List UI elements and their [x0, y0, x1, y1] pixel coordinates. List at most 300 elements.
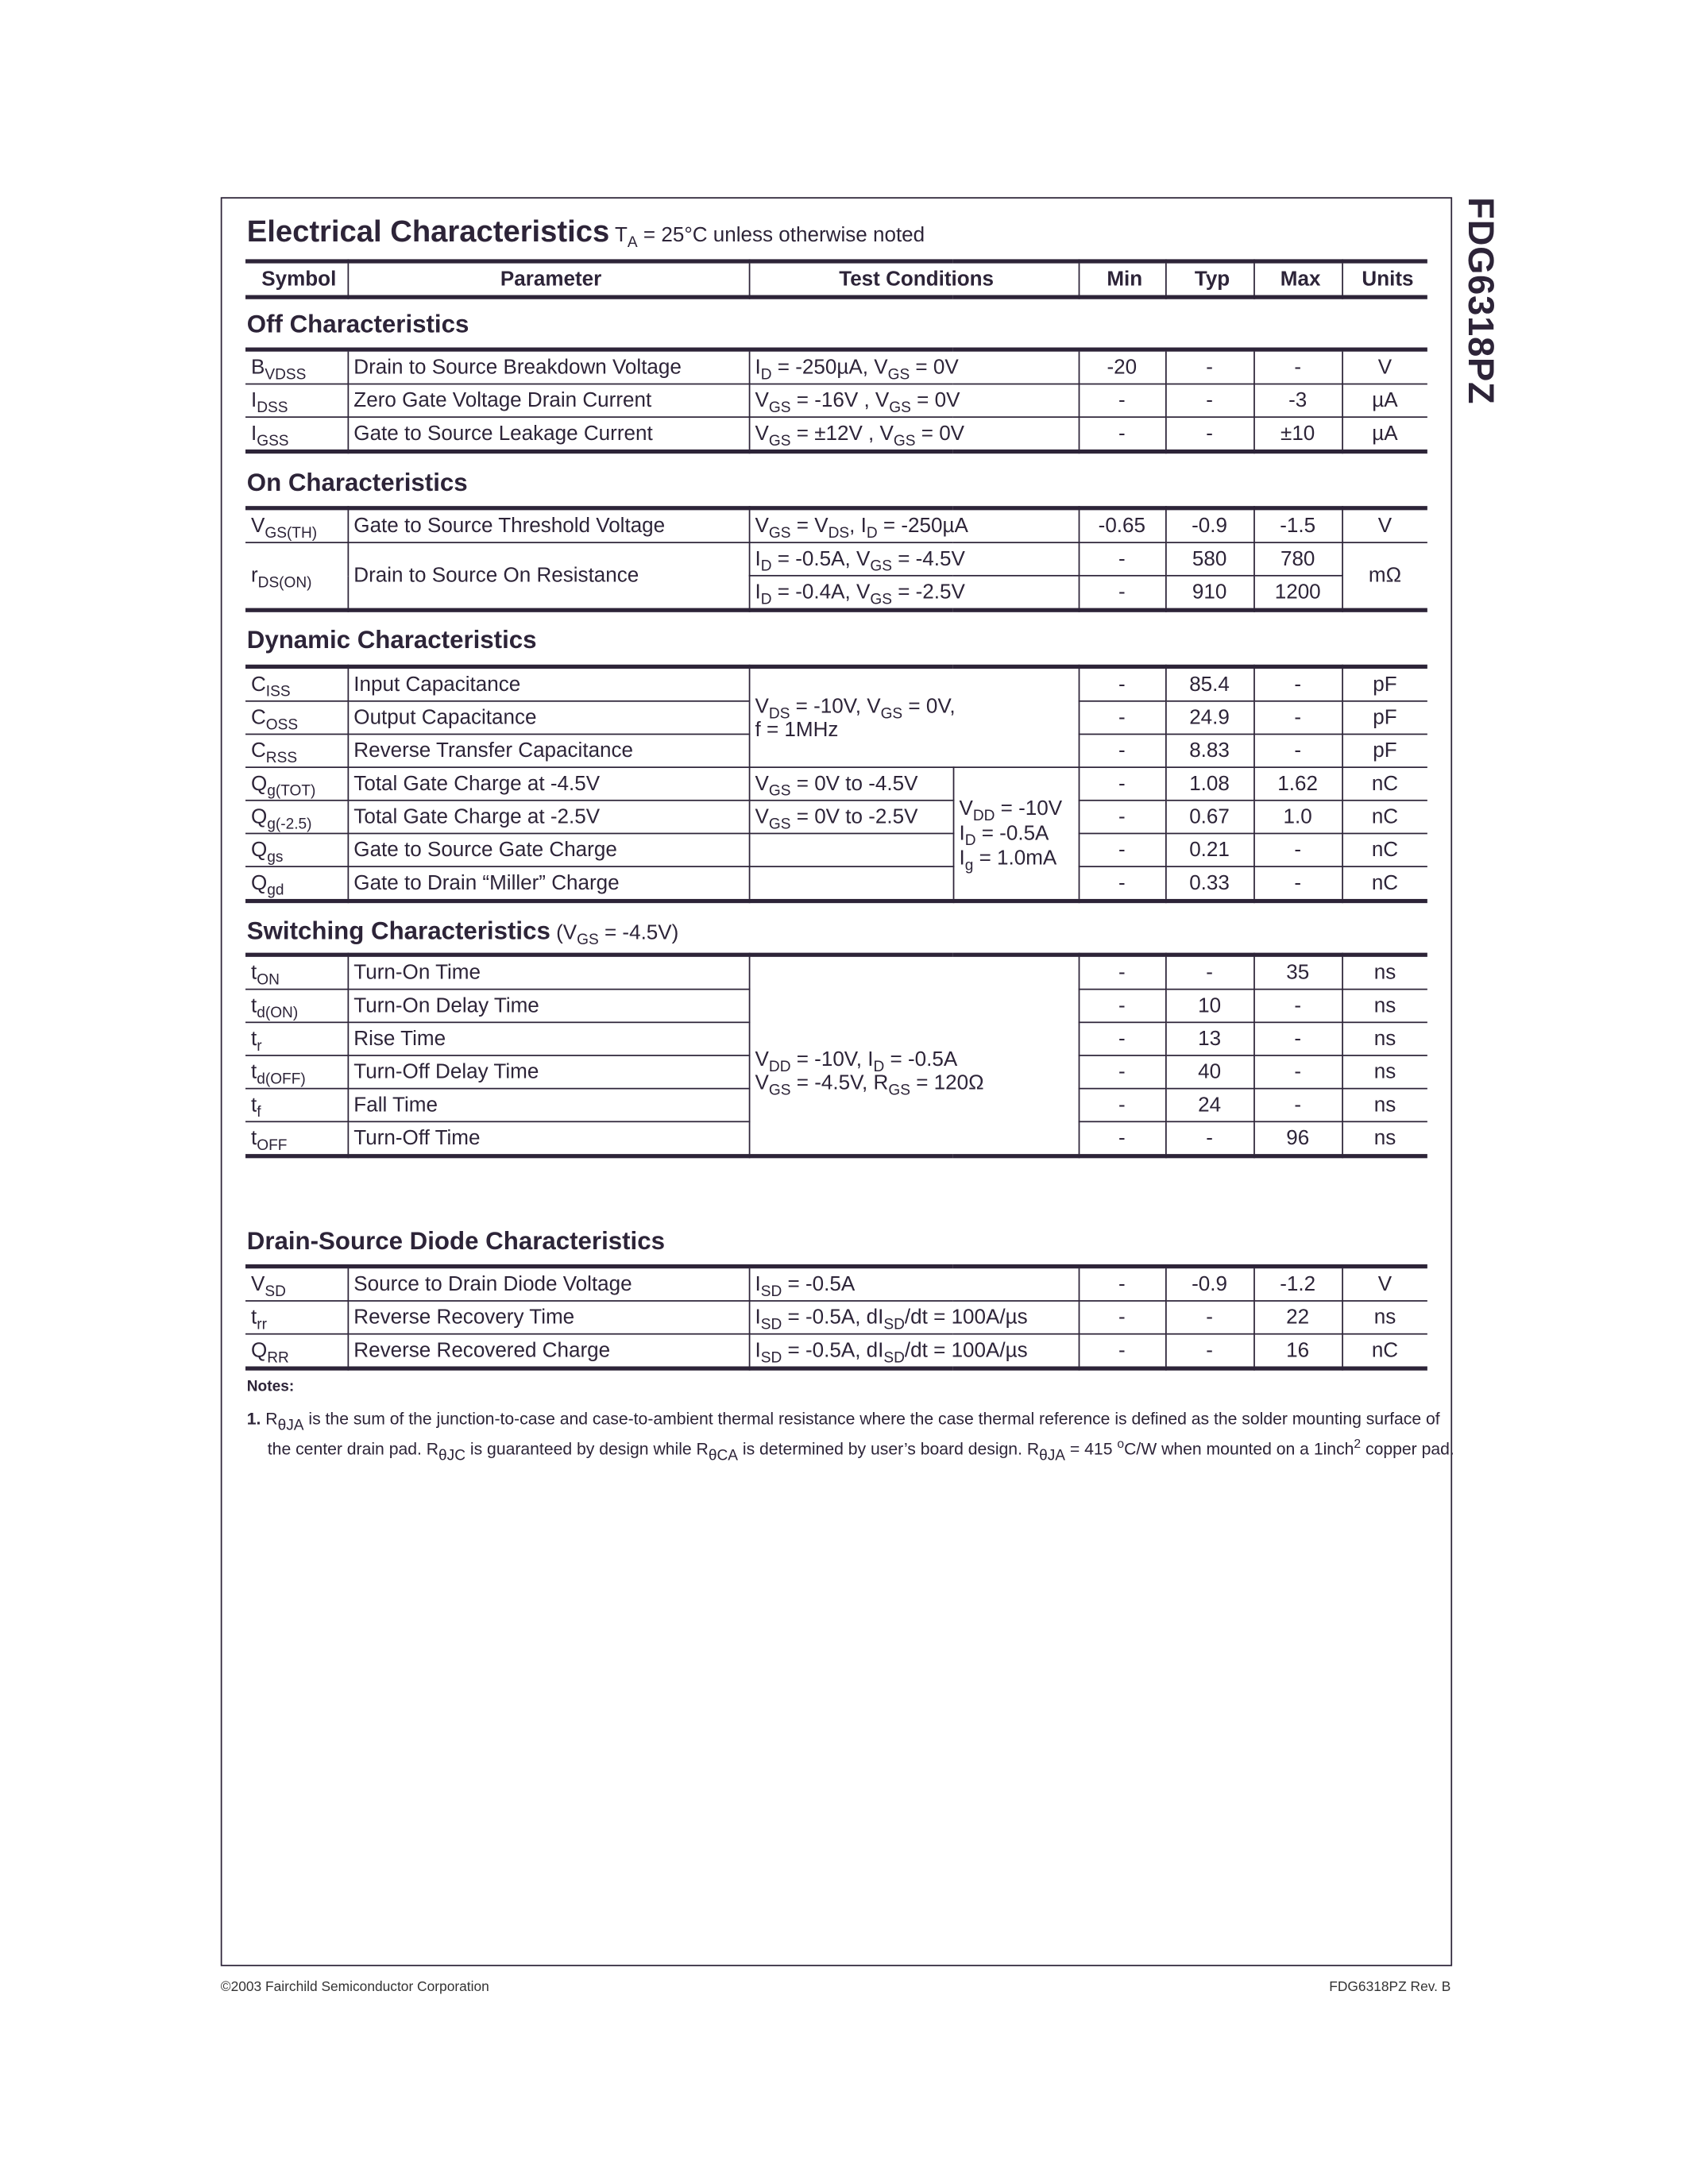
- text-run: = 0V: [910, 355, 959, 380]
- min-value: -: [1079, 734, 1165, 767]
- shared-test-condition: [749, 955, 1079, 1156]
- text-run: = -0.5A: [782, 1272, 856, 1296]
- subscript: GS: [768, 525, 791, 542]
- table-row: [245, 1267, 1427, 1301]
- typ-value: -: [1165, 349, 1253, 384]
- typ-value: 24.9: [1165, 701, 1253, 735]
- subscript: GS: [887, 366, 910, 384]
- parameter: Total Gate Charge at -2.5V: [347, 801, 748, 834]
- min-value: -: [1079, 417, 1165, 451]
- typ-value: 10: [1165, 990, 1253, 1023]
- title-condition: [609, 223, 925, 251]
- text-run: I: [755, 1338, 761, 1363]
- parameter: Turn-Off Time: [347, 1121, 748, 1156]
- section-heading-dynamic: Dynamic Characteristics: [246, 626, 537, 654]
- subscript: DD: [768, 1058, 791, 1075]
- subscript: GS: [768, 433, 791, 450]
- max-value: -: [1253, 701, 1342, 735]
- text-run: = -4.5V: [891, 547, 965, 571]
- on-characteristics-table: [245, 506, 1427, 612]
- test-condition: [749, 1334, 1079, 1368]
- subscript: rr: [257, 1316, 267, 1333]
- max-value: -: [1253, 734, 1342, 767]
- subscript: VDSS: [265, 366, 307, 384]
- test-condition-empty: [749, 833, 953, 866]
- subscript: f: [257, 1104, 261, 1121]
- table-row: [245, 417, 1427, 451]
- text-run: Q: [250, 1338, 268, 1363]
- symbol: [245, 866, 347, 901]
- text-run: I: [755, 1306, 761, 1329]
- test-condition: [749, 542, 1079, 576]
- max-value: 1200: [1253, 576, 1342, 610]
- text-run: = -0.5A, dI: [782, 1338, 884, 1363]
- text-run: = -0.5A, dI: [782, 1306, 884, 1329]
- parameter: Input Capacitance: [347, 666, 748, 700]
- text-run: V: [755, 388, 769, 413]
- text-run: R: [261, 1409, 278, 1429]
- table-row: [245, 801, 1427, 834]
- subscript: θJA: [1039, 1447, 1066, 1464]
- symbol: [245, 542, 347, 610]
- note-1-line-2: [267, 1437, 1454, 1464]
- min-value: -: [1079, 701, 1165, 735]
- units: pF: [1342, 734, 1427, 767]
- notes-heading: Notes:: [246, 1379, 295, 1395]
- min-value: -0.65: [1079, 508, 1165, 542]
- min-value: -: [1079, 1267, 1165, 1301]
- text-run: I: [250, 422, 257, 446]
- text-run: V: [755, 772, 769, 796]
- parameter: Turn-On Delay Time: [347, 990, 748, 1023]
- symbol: [245, 1022, 347, 1055]
- text-run: = 0V: [910, 388, 960, 413]
- max-value: -: [1253, 833, 1342, 866]
- subscript: RSS: [265, 750, 298, 767]
- subscript: A: [627, 234, 638, 251]
- min-value: -: [1079, 1121, 1165, 1156]
- text-run: V: [250, 514, 265, 538]
- page-title: [247, 214, 925, 249]
- dynamic-characteristics-table: [245, 665, 1427, 903]
- min-value: -: [1079, 1055, 1165, 1089]
- typ-value: 24: [1165, 1089, 1253, 1122]
- subscript: gd: [267, 882, 284, 899]
- text-run: t: [250, 1027, 257, 1051]
- text-run: = -4.5V): [598, 920, 679, 945]
- min-value: -: [1079, 576, 1165, 610]
- parameter: Turn-On Time: [347, 955, 748, 989]
- note-1-text: [261, 1409, 1440, 1434]
- text-run: t: [250, 961, 257, 985]
- col-typ: Typ: [1165, 261, 1253, 297]
- min-value: -: [1079, 990, 1165, 1023]
- text-run: = -250µA, V: [771, 355, 888, 380]
- part-number-side-title: FDG6318PZ: [1460, 197, 1502, 405]
- parameter: Gate to Source Threshold Voltage: [347, 508, 748, 542]
- text-run: is determined by user’s board design. R: [738, 1439, 1040, 1459]
- text-run: = -10V: [995, 796, 1063, 820]
- typ-value: -: [1165, 1301, 1253, 1334]
- section-heading-switching: [246, 916, 679, 949]
- subscript: GS: [768, 399, 791, 417]
- text-run: C: [250, 739, 266, 763]
- typ-value: 0.21: [1165, 833, 1253, 866]
- table-row: [245, 1334, 1427, 1368]
- table-row: [245, 767, 1427, 801]
- symbol: [245, 734, 347, 767]
- max-value: -: [1253, 666, 1342, 700]
- shared-gate-charge-condition: [953, 767, 1079, 901]
- text-run: I: [959, 846, 965, 870]
- subscript: d(ON): [257, 1005, 299, 1022]
- units: ns: [1342, 1022, 1427, 1055]
- text-run: is the sum of the junction-to-case and case-to-ambient thermal resistance where the case thermal reference is defined as the solder mounting surface of: [303, 1409, 1440, 1429]
- min-value: -: [1079, 1089, 1165, 1122]
- col-units: Units: [1342, 261, 1427, 297]
- parameter: Drain to Source On Resistance: [347, 542, 748, 610]
- typ-value: 910: [1165, 576, 1253, 610]
- text-run: , I: [849, 514, 867, 538]
- min-value: -: [1079, 801, 1165, 834]
- switching-characteristics-table: [245, 953, 1427, 1159]
- text-run: = ±12V , V: [790, 422, 894, 446]
- units: pF: [1342, 701, 1427, 735]
- text-run: t: [250, 1126, 257, 1150]
- table-row: [245, 666, 1427, 700]
- max-value: -1.2: [1253, 1267, 1342, 1301]
- header-table: [245, 259, 1427, 299]
- text-run: V: [250, 1272, 265, 1296]
- text-run: t: [250, 1306, 257, 1329]
- symbol: [245, 833, 347, 866]
- symbol: [245, 349, 347, 384]
- text-run: C/W when mounted on a 1inch: [1124, 1439, 1354, 1459]
- parameter: Gate to Source Gate Charge: [347, 833, 748, 866]
- text-run: = -16V , V: [790, 388, 890, 413]
- text-run: I: [959, 820, 965, 845]
- text-run: I: [755, 580, 761, 604]
- max-value: 16: [1253, 1334, 1342, 1368]
- text-run: = 415: [1065, 1439, 1118, 1459]
- superscript: o: [1117, 1437, 1125, 1451]
- text-run: = 25°C unless otherwise noted: [637, 223, 925, 247]
- units: µA: [1342, 384, 1427, 418]
- max-value: 96: [1253, 1121, 1342, 1156]
- typ-value: 1.08: [1165, 767, 1253, 801]
- diode-characteristics-table: [245, 1264, 1427, 1371]
- section-heading-on: On Characteristics: [246, 469, 468, 496]
- text-run: Q: [250, 805, 268, 829]
- condition-line: [959, 846, 1077, 874]
- text-run: = -10V, I: [790, 1047, 874, 1071]
- units: mΩ: [1342, 542, 1427, 610]
- subscript: SD: [760, 1283, 782, 1301]
- symbol: [245, 767, 347, 801]
- test-condition: [749, 576, 1079, 610]
- text-run: I: [755, 547, 761, 571]
- max-value: -: [1253, 1089, 1342, 1122]
- shared-test-condition: [749, 666, 1079, 767]
- condition-line: [755, 1071, 1078, 1098]
- test-condition: [749, 1301, 1079, 1334]
- units: nC: [1342, 833, 1427, 866]
- typ-value: 0.33: [1165, 866, 1253, 901]
- subscript: D: [760, 366, 772, 384]
- subscript: g(-2.5): [267, 816, 312, 833]
- parameter: Reverse Recovery Time: [347, 1301, 748, 1334]
- subscript: D: [964, 832, 976, 849]
- symbol: [245, 1301, 347, 1334]
- text-run: V: [755, 694, 769, 718]
- units: nC: [1342, 767, 1427, 801]
- symbol: [245, 801, 347, 834]
- symbol: [245, 666, 347, 700]
- subscript: θCA: [708, 1447, 739, 1464]
- test-condition: [749, 801, 953, 834]
- condition-line: f = 1MHz: [755, 717, 839, 742]
- text-run: copper pad.: [1361, 1439, 1454, 1459]
- symbol: [245, 701, 347, 735]
- min-value: -: [1079, 866, 1165, 901]
- subscript: GS: [893, 433, 916, 450]
- condition-line: [959, 820, 1077, 849]
- condition-line: [755, 1017, 1078, 1075]
- subscript: DS: [768, 705, 790, 722]
- footer-revision: FDG6318PZ Rev. B: [1329, 1980, 1451, 1996]
- max-value: -: [1253, 990, 1342, 1023]
- units: ns: [1342, 1301, 1427, 1334]
- parameter: Drain to Source Breakdown Voltage: [347, 349, 748, 384]
- min-value: -20: [1079, 349, 1165, 384]
- text-run: = -4.5V, R: [790, 1071, 889, 1094]
- text-run: (V: [550, 920, 577, 945]
- test-condition: [749, 1267, 1079, 1301]
- text-run: the center drain pad. R: [267, 1439, 439, 1459]
- symbol: [245, 1267, 347, 1301]
- max-value: ±10: [1253, 417, 1342, 451]
- text-run: T: [609, 223, 628, 247]
- typ-value: -: [1165, 1334, 1253, 1368]
- parameter: Turn-Off Delay Time: [347, 1055, 748, 1089]
- text-run: = 0V,: [902, 694, 956, 718]
- max-value: -: [1253, 1055, 1342, 1089]
- subscript: θJA: [277, 1417, 304, 1434]
- units: nC: [1342, 801, 1427, 834]
- text-run: /dt = 100A/µs: [904, 1306, 1028, 1329]
- min-value: -: [1079, 767, 1165, 801]
- subscript: SD: [883, 1316, 905, 1333]
- off-characteristics-table: [245, 347, 1427, 453]
- section-heading-off: Off Characteristics: [246, 310, 469, 338]
- subscript: SD: [760, 1316, 782, 1333]
- condition-line: [959, 796, 1077, 824]
- subscript: gs: [267, 849, 284, 866]
- subscript: DS: [828, 525, 850, 542]
- subscript: r: [257, 1038, 262, 1055]
- subscript: GS: [870, 558, 892, 575]
- typ-value: 8.83: [1165, 734, 1253, 767]
- max-value: -: [1253, 1022, 1342, 1055]
- units: V: [1342, 1267, 1427, 1301]
- subscript: g: [964, 856, 974, 874]
- text-run: = 0V to -4.5V: [790, 772, 918, 796]
- subscript: GS: [768, 1081, 791, 1098]
- max-value: -: [1253, 866, 1342, 901]
- subscript: GS: [888, 1081, 910, 1098]
- subscript: ISS: [265, 684, 291, 700]
- max-value: 1.0: [1253, 801, 1342, 834]
- test-condition: [749, 767, 953, 801]
- test-condition: [749, 384, 1079, 418]
- text-run: C: [250, 673, 266, 696]
- typ-value: -: [1165, 384, 1253, 418]
- text-run: = 1.0mA: [973, 846, 1057, 870]
- text-run: V: [755, 805, 769, 829]
- min-value: -: [1079, 666, 1165, 700]
- text-run: = -2.5V: [891, 580, 965, 604]
- subscript: d(OFF): [257, 1071, 306, 1088]
- subscript: D: [873, 1058, 885, 1075]
- text-run: = -10V, V: [790, 694, 881, 718]
- subscript: GS: [577, 932, 599, 949]
- symbol: [245, 508, 347, 542]
- text-run: = 0V to -2.5V: [790, 805, 918, 829]
- symbol: [245, 1121, 347, 1156]
- typ-value: 40: [1165, 1055, 1253, 1089]
- units: ns: [1342, 1121, 1427, 1156]
- max-value: -3: [1253, 384, 1342, 418]
- table-row: [245, 866, 1427, 901]
- subscript: RR: [267, 1349, 289, 1367]
- text-run: Q: [250, 772, 268, 796]
- max-value: -: [1253, 349, 1342, 384]
- subscript: D: [760, 591, 772, 608]
- text-run: V: [959, 796, 973, 820]
- table-row: [245, 955, 1427, 989]
- text-run: = -250µA: [877, 514, 968, 538]
- col-test-conditions: Test Conditions: [749, 261, 1079, 297]
- typ-value: 85.4: [1165, 666, 1253, 700]
- subscript: DSS: [257, 399, 288, 417]
- text-run: = -0.5A: [975, 820, 1049, 845]
- text-run: = -0.5A, V: [771, 547, 871, 571]
- subscript: DS(ON): [257, 574, 312, 592]
- col-parameter: Parameter: [347, 261, 748, 297]
- symbol: [245, 417, 347, 451]
- footer-copyright: ©2003 Fairchild Semiconductor Corporation: [220, 1980, 489, 1996]
- text-run: = -0.4A, V: [771, 580, 871, 604]
- text-run: V: [755, 422, 769, 446]
- units: ns: [1342, 1089, 1427, 1122]
- subscript: GS: [768, 783, 791, 800]
- subscript: SD: [883, 1349, 905, 1367]
- table-row: [245, 1301, 1427, 1334]
- section-heading-diode: Drain-Source Diode Characteristics: [246, 1227, 665, 1255]
- min-value: -: [1079, 384, 1165, 418]
- max-value: 35: [1253, 955, 1342, 989]
- subscript: SD: [760, 1349, 782, 1367]
- condition-line: [755, 694, 1078, 722]
- min-value: -: [1079, 1022, 1165, 1055]
- typ-value: -: [1165, 955, 1253, 989]
- subscript: θJC: [438, 1447, 466, 1464]
- units: V: [1342, 508, 1427, 542]
- text-run: C: [250, 705, 266, 730]
- symbol: [245, 990, 347, 1023]
- text-run: I: [250, 388, 257, 413]
- units: pF: [1342, 666, 1427, 700]
- test-condition: [749, 508, 1079, 542]
- text-run: r: [250, 564, 258, 588]
- symbol: [245, 384, 347, 418]
- test-condition-empty: [749, 866, 953, 901]
- text-run: = -0.5A: [884, 1047, 958, 1071]
- table-row: [245, 508, 1427, 542]
- title-main: Electrical Characteristics: [246, 214, 610, 249]
- parameter: Reverse Recovered Charge: [347, 1334, 748, 1368]
- text-run: V: [755, 1071, 769, 1094]
- units: nC: [1342, 866, 1427, 901]
- subscript: OFF: [257, 1137, 288, 1155]
- switching-heading-text: Switching Characteristics: [246, 916, 550, 945]
- subscript: GS: [889, 399, 911, 417]
- symbol: [245, 955, 347, 989]
- units: V: [1342, 349, 1427, 384]
- subscript: GS: [880, 705, 903, 722]
- parameter: Gate to Source Leakage Current: [347, 417, 748, 451]
- max-value: 780: [1253, 542, 1342, 576]
- parameter: Source to Drain Diode Voltage: [347, 1267, 748, 1301]
- typ-value: -0.9: [1165, 1267, 1253, 1301]
- min-value: -: [1079, 955, 1165, 989]
- col-symbol: Symbol: [245, 261, 347, 297]
- text-run: V: [755, 1047, 769, 1071]
- test-condition: [749, 417, 1079, 451]
- note-number: 1.: [246, 1409, 261, 1429]
- units: nC: [1342, 1334, 1427, 1368]
- min-value: -: [1079, 1301, 1165, 1334]
- parameter: Reverse Transfer Capacitance: [347, 734, 748, 767]
- text-run: t: [250, 994, 257, 1018]
- typ-value: 0.67: [1165, 801, 1253, 834]
- symbol: [245, 1055, 347, 1089]
- subscript: D: [866, 525, 878, 542]
- text-run: = 0V: [915, 422, 965, 446]
- parameter: Zero Gate Voltage Drain Current: [347, 384, 748, 418]
- subscript: GS: [768, 816, 791, 833]
- subscript: GS(TH): [265, 525, 318, 542]
- subscript: ON: [257, 971, 280, 989]
- text-run: I: [755, 1272, 761, 1296]
- table-row: [245, 384, 1427, 418]
- units: ns: [1342, 1055, 1427, 1089]
- parameter: Gate to Drain “Miller” Charge: [347, 866, 748, 901]
- parameter: Output Capacitance: [347, 701, 748, 735]
- units: ns: [1342, 990, 1427, 1023]
- subscript: OSS: [265, 716, 299, 734]
- text-run: B: [250, 355, 265, 380]
- text-run: = 120Ω: [910, 1071, 984, 1094]
- text-run: Q: [250, 871, 268, 895]
- text-run: /dt = 100A/µs: [904, 1338, 1028, 1363]
- table-row: [245, 833, 1427, 866]
- subscript: GSS: [257, 433, 289, 450]
- max-value: -1.5: [1253, 508, 1342, 542]
- units: µA: [1342, 417, 1427, 451]
- units: ns: [1342, 955, 1427, 989]
- table-row: [245, 349, 1427, 384]
